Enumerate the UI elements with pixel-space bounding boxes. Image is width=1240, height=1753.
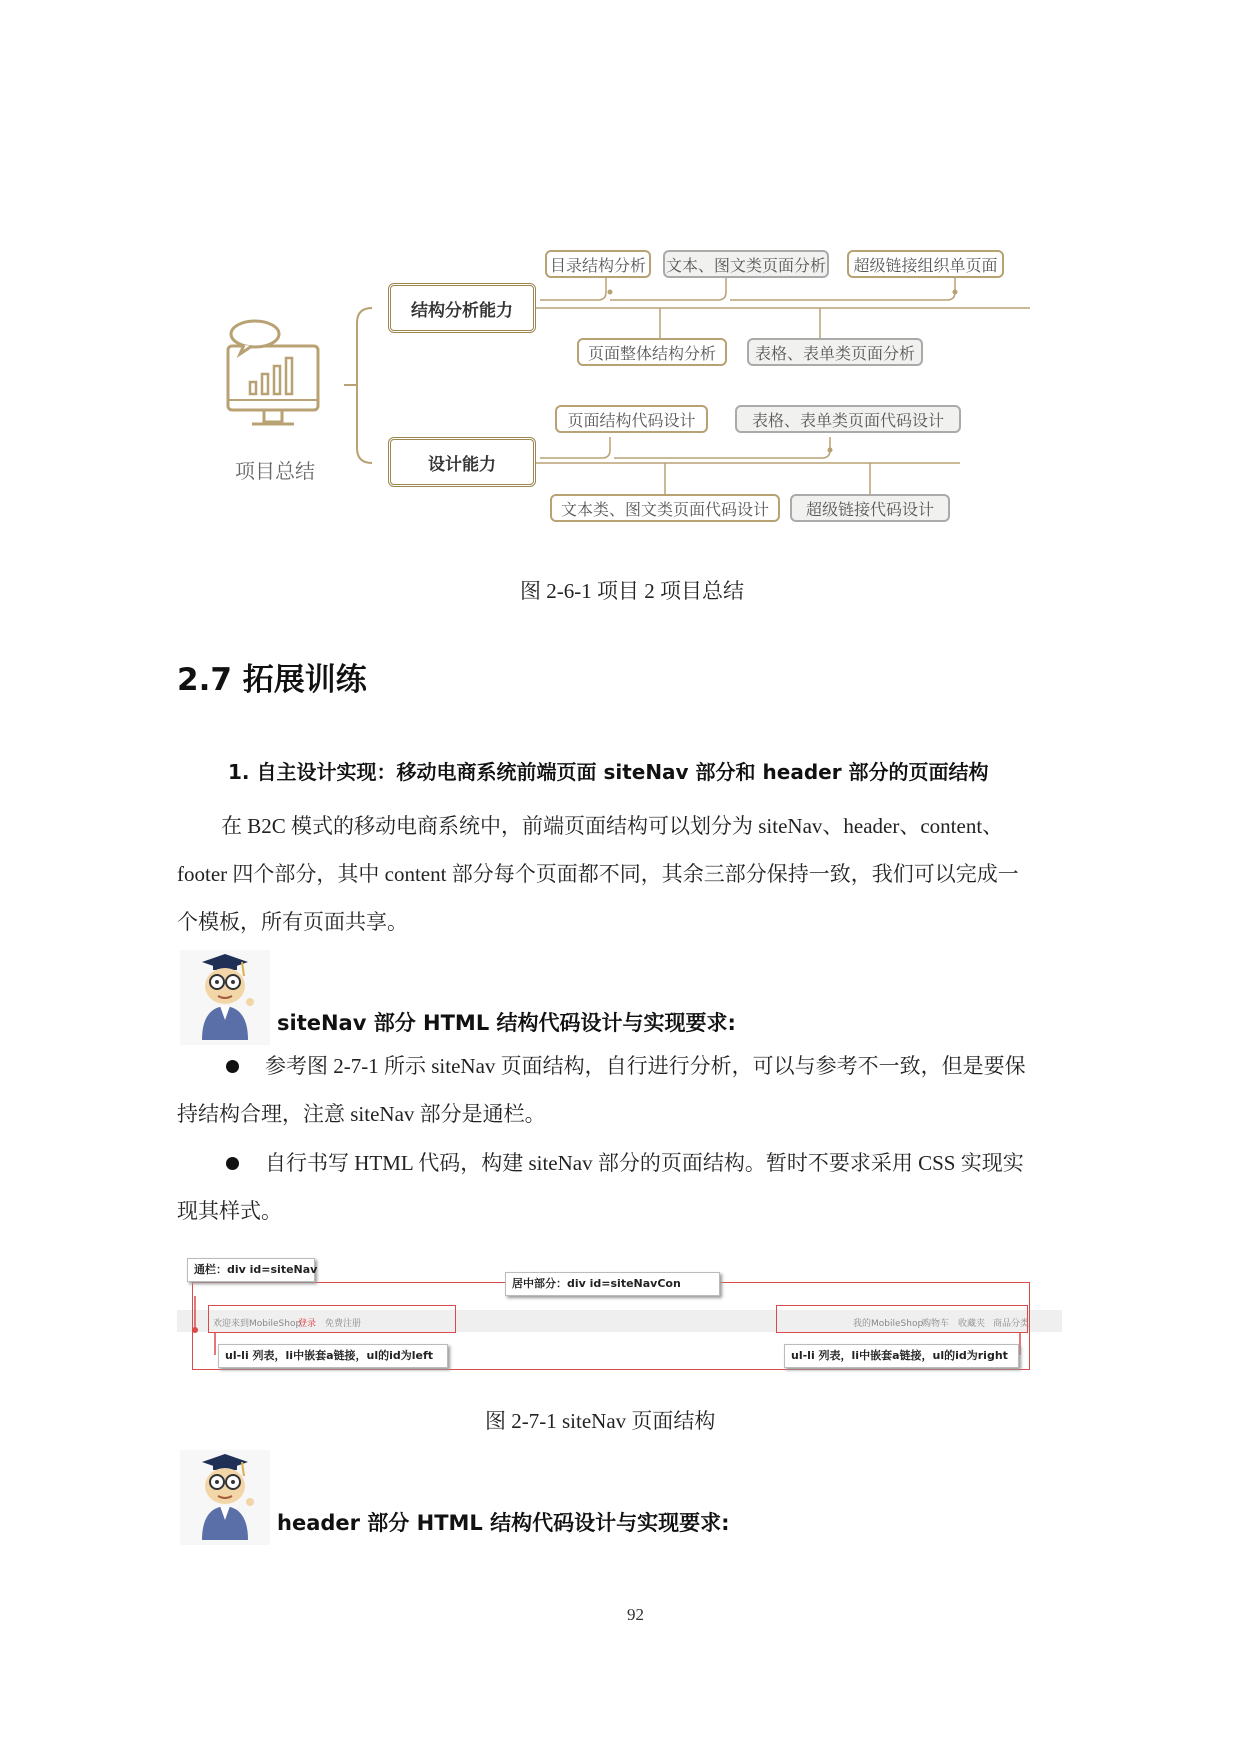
mindmap-item: 超级链接代码设计 xyxy=(790,494,950,522)
mindmap-item: 超级链接组织单页面 xyxy=(847,250,1004,278)
mindmap-root-label: 项目总结 xyxy=(235,459,315,483)
intro-line: footer 四个部分，其中 content 部分每个页面都不同，其余三部分保持一致，我们可以完成一 xyxy=(177,862,1019,886)
mindmap-item: 表格、表单类页面代码设计 xyxy=(735,405,961,433)
nav-myshop-link: 我的MobileShop xyxy=(853,1319,924,1329)
nav-cart-link: 购物车 xyxy=(922,1319,950,1329)
mindmap-branch-structure-analysis: 结构分析能力 xyxy=(388,283,536,333)
task-title: 1. 自主设计实现：移动电商系统前端页面 siteNav 部分和 header 部分的页面结构 xyxy=(228,760,989,784)
nav-favorites-link: 收藏夹 xyxy=(958,1319,986,1329)
bullet-1-line: 持结构合理，注意 siteNav 部分是通栏。 xyxy=(177,1102,546,1126)
bullet-2-line: 自行书写 HTML 代码，构建 siteNav 部分的页面结构。暂时不要求采用 CSS 实现实 xyxy=(265,1151,1024,1175)
mindmap-item: 页面结构代码设计 xyxy=(555,405,708,433)
nav-welcome-link: 欢迎来到MobileShop xyxy=(213,1319,302,1329)
intro-line: 个模板，所有页面共享。 xyxy=(177,910,408,934)
nav-register-link: 免费注册 xyxy=(325,1319,362,1329)
professor-mascot-icon xyxy=(180,1450,270,1545)
callout-right-list: ul-li 列表，li中嵌套a链接，ul的id为right xyxy=(784,1344,1019,1368)
section-title: 2.7 拓展训练 xyxy=(177,662,367,698)
callout-sitenav: 通栏：div id=siteNav xyxy=(187,1258,315,1282)
figure-caption: 图 2-6-1 项目 2 项目总结 xyxy=(520,579,744,603)
mindmap-item: 文本、图文类页面分析 xyxy=(663,250,829,278)
mindmap-branch-design: 设计能力 xyxy=(388,437,536,487)
intro-line: 在 B2C 模式的移动电商系统中，前端页面结构可以划分为 siteNav、header、content、 xyxy=(221,814,1004,838)
mindmap-item: 文本类、图文类页面代码设计 xyxy=(550,494,780,522)
sitenav-requirement-title: siteNav 部分 HTML 结构代码设计与实现要求: xyxy=(277,1011,736,1035)
nav-login-link: 登录 xyxy=(298,1319,317,1329)
mindmap-item: 表格、表单类页面分析 xyxy=(747,338,923,366)
mindmap-item: 目录结构分析 xyxy=(545,250,651,278)
figure-caption: 图 2-7-1 siteNav 页面结构 xyxy=(485,1409,716,1433)
nav-categories-link: 商品分类 xyxy=(993,1319,1030,1329)
bullet-1-line: 参考图 2-7-1 所示 siteNav 页面结构，自行进行分析，可以与参考不一致，但是要保 xyxy=(265,1054,1026,1078)
page-number: 92 xyxy=(627,1605,644,1624)
header-requirement-title: header 部分 HTML 结构代码设计与实现要求: xyxy=(277,1511,730,1535)
bullet-2-line: 现其样式。 xyxy=(177,1199,282,1223)
callout-sitenavcon: 居中部分：div id=siteNavCon xyxy=(505,1272,720,1296)
callout-left-list: ul-li 列表，li中嵌套a链接，ul的id为left xyxy=(218,1344,448,1368)
mindmap-item: 页面整体结构分析 xyxy=(577,338,727,366)
